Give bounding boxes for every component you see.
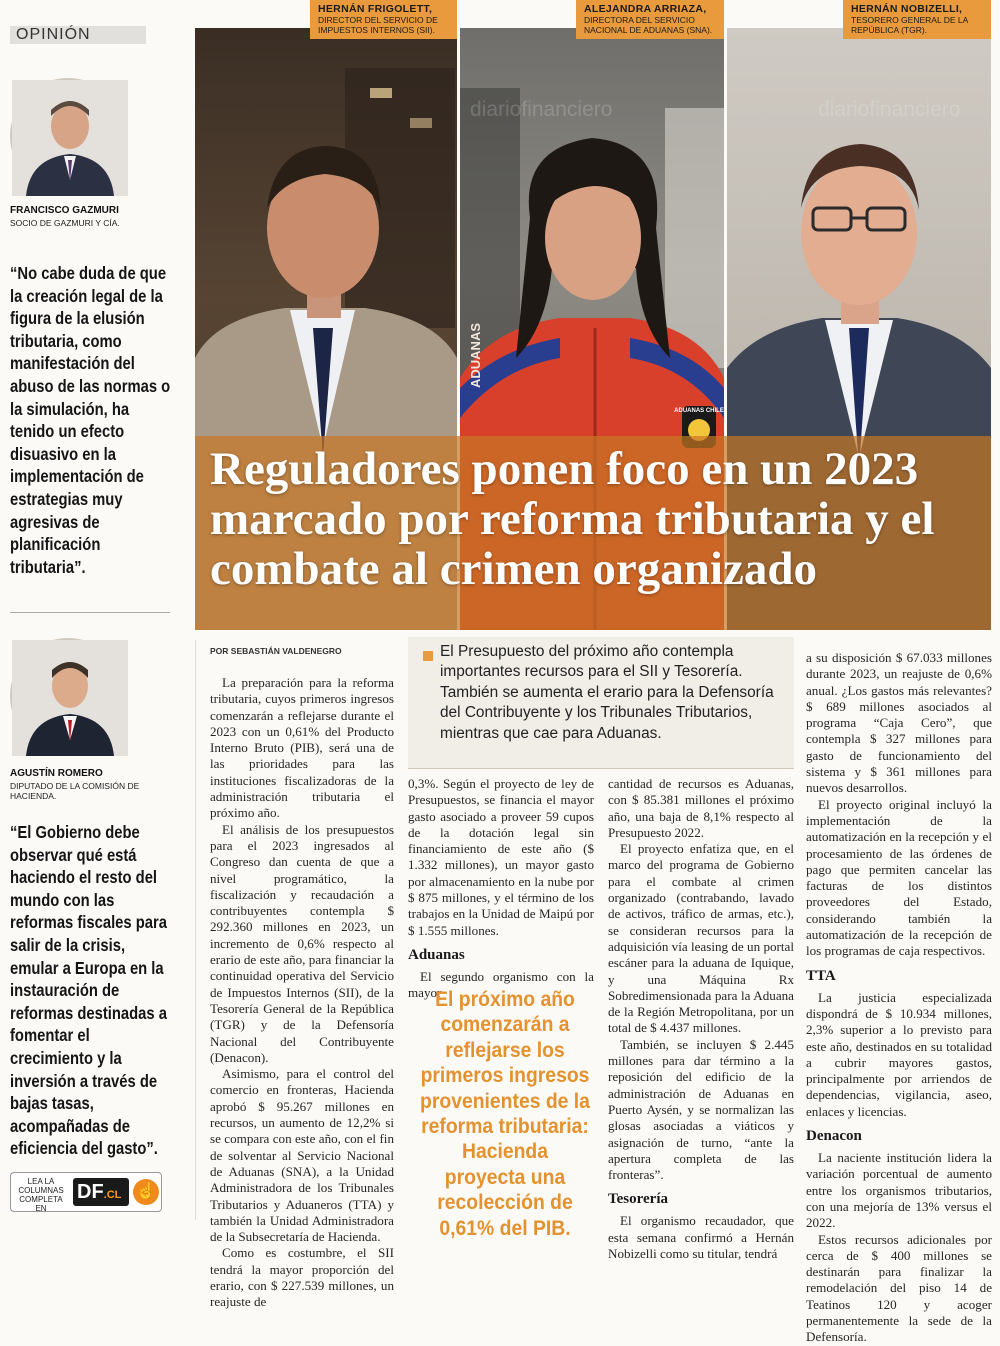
author-role: SOCIO DE GAZMURI Y CÍA. xyxy=(10,218,120,228)
pointer-hand-icon: ☝ xyxy=(133,1179,159,1205)
photo-caption xyxy=(843,0,991,39)
caption-role: DIRECTORA DEL SERVICIO NACIONAL DE ADUANAS (SNA). xyxy=(584,15,713,35)
article-column-2 xyxy=(408,776,594,1002)
paragraph: La preparación para la reforma tributaria, cuyos primeros ingresos comenzarán a reflejarse durante el 2023 con un 0,61% del Producto Interno Bruto (PIB), será una de las prioridades para las instituciones fiscalizadoras de la administración tributaria el próximo año. xyxy=(210,675,394,821)
author-role: DIPUTADO DE LA COMISIÓN DE HACIENDA. xyxy=(10,781,140,801)
subhead-denacon: Denacon xyxy=(806,1128,862,1145)
person-portrait-icon xyxy=(12,640,128,756)
df-logo-text: DF xyxy=(77,1181,104,1203)
avatar-agustin-romero xyxy=(10,638,126,754)
summary: El Presupuesto del próximo año contempla importantes recursos para el SII y Tesorería. También se aumenta el erario para la Defensoría del Contribuyente y los Tribunales Tributarios, mientras que cae para Aduanas. xyxy=(440,643,774,742)
paragraph: a su disposición $ 67.033 millones durante 2023, un reajuste de 0,6% anual. ¿Los gastos más relevantes? $ 689 millones asociados al programa “Caja Cero”, que contempla $ 327 millones para gasto de funcionamiento del sistema y $ 361 millones para nuevos desarrollos. xyxy=(806,650,992,796)
paragraph: 0,3%. Según el proyecto de ley de Presupuestos, se financia el mayor gasto asociado a proveer 59 cupos de la dotación legal sin financiamiento de este año ($ 1.332 millones), un mayor gasto por almacenamiento en la nube por $ 875 millones, y el término de los trabajos en la Unidad de Maipú por $ 1.555 millones. xyxy=(408,776,594,938)
caption-name: HERNÁN NOBIZELLI, xyxy=(851,3,963,15)
person-portrait-icon xyxy=(12,80,128,196)
paragraph: Asimismo, para el control del comercio en fronteras, Hacienda aprobó $ 95.267 millones en recursos, un aumento de 12,2% si se compara con este año, con el fin de solventar al Servicio Nacional de Aduanas (SNA), a la Unidad Administradora de los Tribunales Tributarios y Aduaneros (TTA) y también la Unidad Administradora de la Subsecretaría de Hacienda. xyxy=(210,1066,394,1245)
watermark: diariofinanciero xyxy=(818,98,961,121)
summary-bullet-icon xyxy=(423,651,433,661)
paragraph: Como es costumbre, el SII tendrá la mayor proporción del erario, con $ 227.539 millones, un reajuste de xyxy=(210,1245,394,1310)
caption-role: DIRECTOR DEL SERVICIO DE IMPUESTOS INTERNOS (SII). xyxy=(318,15,438,35)
author-name: AGUSTÍN ROMERO xyxy=(10,768,103,779)
article-column-1 xyxy=(210,675,394,1311)
avatar-francisco-gazmuri xyxy=(10,78,126,194)
subhead-tta: TTA xyxy=(806,967,836,984)
headline-light: Reguladores ponen foco en un 2023 marcado por xyxy=(210,443,919,545)
paragraph: El segundo organismo con la mayor xyxy=(408,968,594,1001)
paragraph: También, se incluyen $ 2.445 millones para dar término a la reposición del edificio de la administración de Aduanas en Puerto Aysén, y se normalizan las glosas asociadas a viáticos y asignación de turno, “ante la apertura completa de las fronteras”. xyxy=(608,1036,794,1183)
paragraph: Estos recursos adicionales por cerca de $ 400 millones se destinarán para finalizar la remodelación del piso 14 de Teatinos 120 y acoger permanentemente la sede de la Defensoría. xyxy=(806,1231,992,1345)
subhead-aduanas: Aduanas xyxy=(408,946,465,963)
byline: POR SEBASTIÁN VALDENEGRO xyxy=(210,646,342,656)
divider xyxy=(10,612,170,613)
headline xyxy=(210,444,1000,594)
watermark: diariofinanciero xyxy=(470,98,613,121)
uniform-patch: ADUANAS CHILE xyxy=(674,408,724,414)
paragraph: El organismo recaudador, que esta semana confirmó a Hernán Nobizelli como su titular, tendrá xyxy=(608,1213,794,1262)
pullquote: El próximo año comenzarán a reflejarse los primeros ingresos provenientes de la reforma tributaria: Hacienda proyecta una recolección de 0,61% del PIB. xyxy=(420,987,590,1240)
caption-name: ALEJANDRA ARRIAZA, xyxy=(584,3,707,15)
caption-name: HERNÁN FRIGOLETT, xyxy=(318,3,433,15)
section-tab xyxy=(10,26,146,44)
column-divider xyxy=(195,640,196,1220)
paragraph: El análisis de los presupuestos para el 2023 ingresados al Congreso dan cuenta de que a nivel programático, la fiscalización y recaudación a contribuyentes contempla $ 292.360 millones en 2023, un incremento de 0,6% respecto al erario de este año, para financiar la continuidad operativa del Servicio de Impuestos Internos (SII), de la Tesorería General de la República (TGR) y de la Defensoría Nacional del Contribuyente (Denacon). xyxy=(210,821,394,1065)
author-name: FRANCISCO GAZMURI xyxy=(10,205,119,216)
photo-caption xyxy=(310,0,457,39)
photo-caption xyxy=(576,0,724,39)
paragraph: La justicia especializada dispondrá de $ 10.934 millones, 2,3% superior a lo previsto para este año, destinados en su totalidad a cubrir mayores gastos, principalmente por arriendos de dependencias, vigilancia, aseo, enlaces y licencias. xyxy=(806,989,992,1119)
article-column-4 xyxy=(806,650,992,1346)
uniform-word: ADUANAS xyxy=(468,323,483,388)
df-promo-badge[interactable] xyxy=(10,1172,162,1212)
caption-role: TESORERO GENERAL DE LA REPÚBLICA (TGR). xyxy=(851,15,968,35)
section-label: OPINIÓN xyxy=(16,26,91,43)
subhead-tesoreria: Tesorería xyxy=(608,1191,668,1208)
paragraph: El proyecto original incluyó la implementación de la automatización en la recepción y el procesamiento de las órdenes de pago que permiten cancelar las facturas de los distintos proveedores del Estado, considerando también la automatización de la recepción de los programas de caja respectivos. xyxy=(806,796,992,959)
promo-text: LEA LA COLUMNAS COMPLETA EN xyxy=(18,1177,64,1213)
paragraph: El proyecto enfatiza que, en el marco del programa de Gobierno para el combate al crimen organizado (contrabando, lavado de activos, tráfico de armas, etc.), se consideran recursos para la adquisición vía leasing de un portal escáner para la aduana de Iquique, y una Máquina Rx Sobredimensionada para la Aduana de la Región Metropolitana, por un total de $ 4.437 millones. xyxy=(608,841,794,1036)
paragraph: cantidad de recursos es Aduanas, con $ 85.381 millones el próximo año, una baja de 8,1% respecto al Presupuesto 2022. xyxy=(608,776,794,840)
opinion-quote: “No cabe duda de que la creación legal de la figura de la elusión tributaria, como manifestación del abuso de las normas o la simulación, ha tenido un efecto disuasivo en la implementación de estrategias muy agresivas de planificación tributaria”. xyxy=(10,263,171,577)
paragraph: La naciente institución lidera la variación porcentual de aumento entre los organismos tributarios, con una mejoría de 13% versus el 2022. xyxy=(806,1150,992,1231)
article-column-3 xyxy=(608,776,794,1262)
opinion-quote: “El Gobierno debe observar qué está haciendo el resto del mundo con las reformas fiscales para salir de la crisis, emular a Europa en la instauración de reformas destinadas a fomentar el crecimiento y la inversión a través de bajas tasas, acompañadas de eficiencia del gasto”. xyxy=(10,822,167,1159)
df-logo-suffix: .CL xyxy=(103,1189,122,1201)
headline-bold: reforma tributaria y el combate al crimen organizado xyxy=(210,493,935,595)
df-logo[interactable] xyxy=(73,1178,129,1206)
